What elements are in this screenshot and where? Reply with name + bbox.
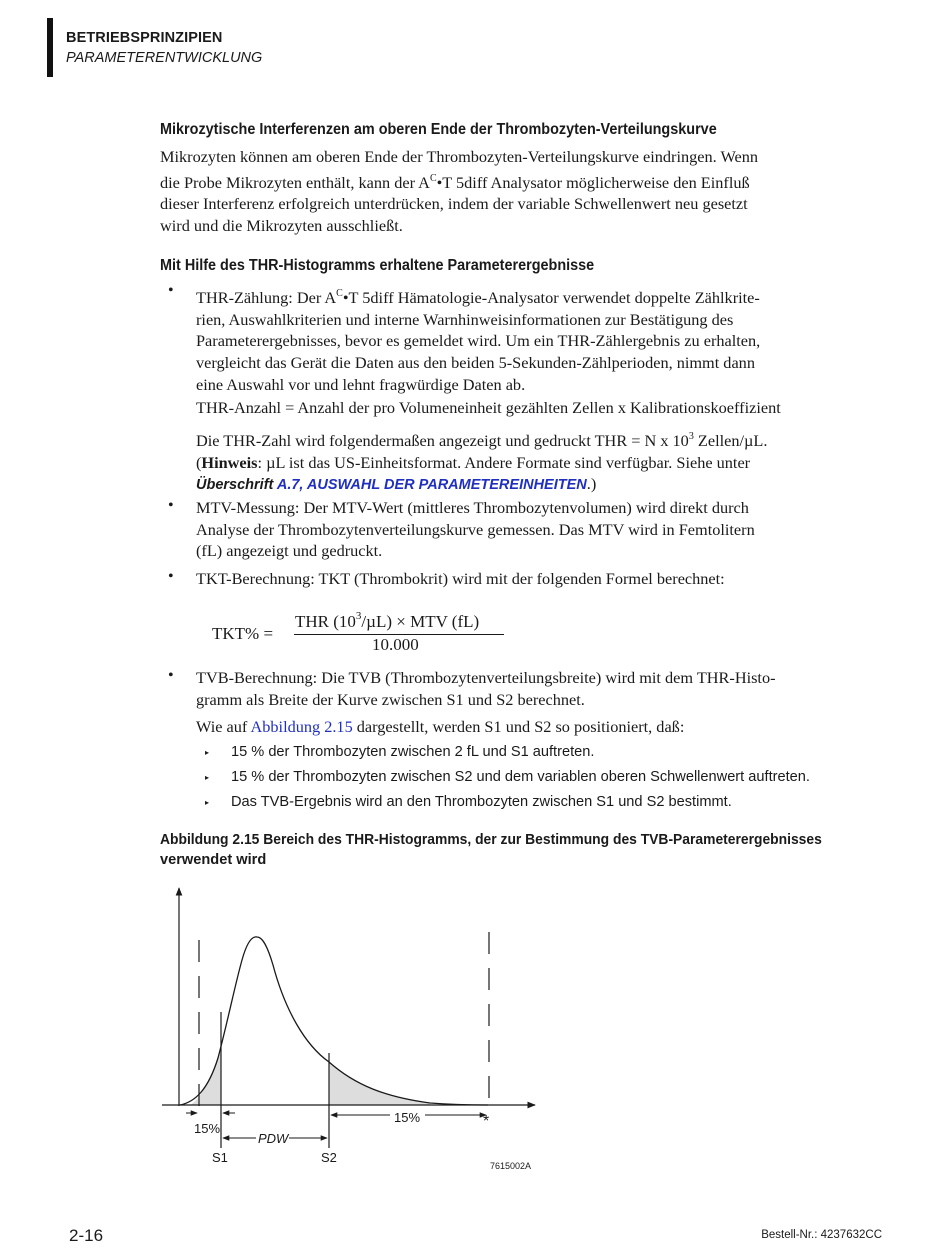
paragraph-line: TVB-Berechnung: Die TVB (Thrombozytenverteilungsbreite) wird mit dem THR-Histo-	[196, 668, 776, 687]
section-heading-microcytic: Mikrozytische Interferenzen am oberen Ende der Thrombozyten-Verteilungskurve	[160, 121, 717, 138]
section1-paragraph	[160, 146, 872, 237]
left-15-percent-label: 15%	[194, 1121, 221, 1136]
paragraph-line: (fL) angezeigt und gedruckt.	[196, 541, 383, 561]
paragraph-line: wird und die Mikrozyten ausschließt.	[160, 216, 403, 236]
pdw-label: PDW	[258, 1131, 289, 1146]
figure-id: 7615002A	[490, 1161, 532, 1171]
paragraph-line: vergleicht das Gerät die Daten aus den beiden 5-Sekunden-Zählperioden, nimmt dann	[196, 353, 755, 373]
bullet-marker: •	[168, 568, 174, 585]
arrow-bullet-icon: ▸	[205, 773, 210, 782]
chapter-title: BETRIEBSPRINZIPIEN	[66, 30, 223, 46]
thr-paragraph	[196, 283, 876, 396]
section-subtitle: PARAMETERENTWICKLUNG	[66, 50, 263, 66]
paragraph-line: (Hinweis: µL ist das US-Einheitsformat. Andere Formate sind verfügbar. Siehe unter	[196, 452, 751, 472]
xref-link-parameter-units[interactable]: A.7, AUSWAHL DER PARAMETEREINHEITEN	[276, 477, 587, 494]
tkt-formula-numerator: THR $(10^3/\mu L)$ × MTV (fL)	[295, 610, 480, 631]
arrow-bullet-icon: ▸	[205, 748, 210, 757]
note-label: Hinweis	[201, 452, 258, 472]
paragraph-line: eine Auswahl vor und lehnt fragwürdige Daten ab.	[196, 374, 526, 394]
tvb-reference-line: Wie auf Abbildung 2.15 dargestellt, werden S1 und S2 so positioniert, daß:	[196, 717, 685, 736]
paragraph-line: Die THR-Zahl wird folgendermaßen angezeigt und gedruckt THR = N x $10^3$ Zellen/µL.	[196, 431, 768, 450]
paragraph-line: THR-Zählung: Der $A^C•T$ 5diff Hämatologie-Analysator verwendet doppelte Zählkrite-	[196, 288, 760, 307]
tvb-subitem: 15 % der Thrombozyten zwischen S2 und dem variablen oberen Schwellenwert auftreten.	[231, 769, 810, 785]
header-bar	[47, 18, 53, 77]
paragraph-line: rien, Auswahlkriterien und interne Warnhinweisinformationen zur Bestätigung des	[196, 309, 734, 329]
page-number: 2-16	[69, 1226, 104, 1245]
caption-line: verwendet wird	[160, 852, 267, 868]
figure-link-2-15[interactable]: Abbildung 2.15	[250, 717, 353, 736]
paragraph-line: Überschrift A.7, AUSWAHL DER PARAMETEREINHEITEN.)	[196, 474, 597, 494]
bullet-marker: •	[168, 497, 174, 514]
caption-line: Abbildung 2.15 Bereich des THR-Histogramms, der zur Bestimmung des TVB-Parameterergebnisses	[160, 832, 822, 848]
paragraph-line: Analyse der Thrombozytenverteilungskurve gemessen. Das MTV wird in Femtolitern	[196, 519, 755, 539]
xref-prefix: Überschrift	[196, 477, 277, 494]
order-number: Bestell-Nr.: 4237632CC	[761, 1229, 882, 1241]
thr-count-formula: THR-Anzahl = Anzahl der pro Volumeneinheit gezählten Zellen x Kalibrationskoeffizient	[196, 398, 781, 417]
bullet-marker: •	[168, 282, 174, 299]
paragraph-line: Mikrozyten können am oberen Ende der Thrombozyten-Verteilungskurve eindringen. Wenn	[160, 147, 759, 166]
figure-caption	[160, 830, 880, 870]
distribution-curve	[180, 937, 488, 1105]
mtv-paragraph	[196, 497, 876, 562]
thr-display-paragraph	[196, 426, 886, 497]
bullet-marker: •	[168, 667, 174, 684]
tkt-formula-lhs: TKT% =	[212, 624, 274, 643]
tvb-subitem: Das TVB-Ergebnis wird an den Thrombozyten zwischen S1 und S2 bestimmt.	[231, 794, 732, 810]
right-tail-shaded-area	[329, 1062, 430, 1105]
tvb-subitem: 15 % der Thrombozyten zwischen 2 fL und S1 auftreten.	[231, 744, 595, 760]
paragraph-line: dieser Interferenz erfolgreich unterdrücken, indem der variable Schwellenwert neu gesetzt	[160, 194, 748, 214]
paragraph-line: Parameterergebnisses, bevor es gemeldet wird. Um ein THR-Zählergebnis zu erhalten,	[196, 331, 761, 351]
tkt-paragraph: TKT-Berechnung: TKT (Thrombokrit) wird mit der folgenden Formel berechnet:	[196, 569, 725, 588]
tvb-paragraph	[196, 667, 886, 710]
paragraph-line: die Probe Mikrozyten enthält, kann der $A^C•T$ 5diff Analysator möglicherweise den Einfluß	[160, 172, 750, 192]
left-tail-shaded-area	[190, 1050, 221, 1105]
right-15-percent-label: 15%	[394, 1110, 421, 1125]
s1-label: S1	[212, 1150, 228, 1165]
tkt-formula-denominator: 10.000	[372, 635, 419, 654]
paragraph-line: MTV-Messung: Der MTV-Wert (mittleres Thrombozytenvolumen) wird direkt durch	[196, 498, 749, 517]
threshold-star-marker: *	[483, 1113, 490, 1130]
arrow-bullet-icon: ▸	[205, 798, 210, 807]
s2-label: S2	[321, 1150, 337, 1165]
section-heading-parameter-results: Mit Hilfe des THR-Histogramms erhaltene Parameterergebnisse	[160, 257, 595, 274]
paragraph-line: gramm als Breite der Kurve zwischen S1 und S2 berechnet.	[196, 689, 585, 709]
